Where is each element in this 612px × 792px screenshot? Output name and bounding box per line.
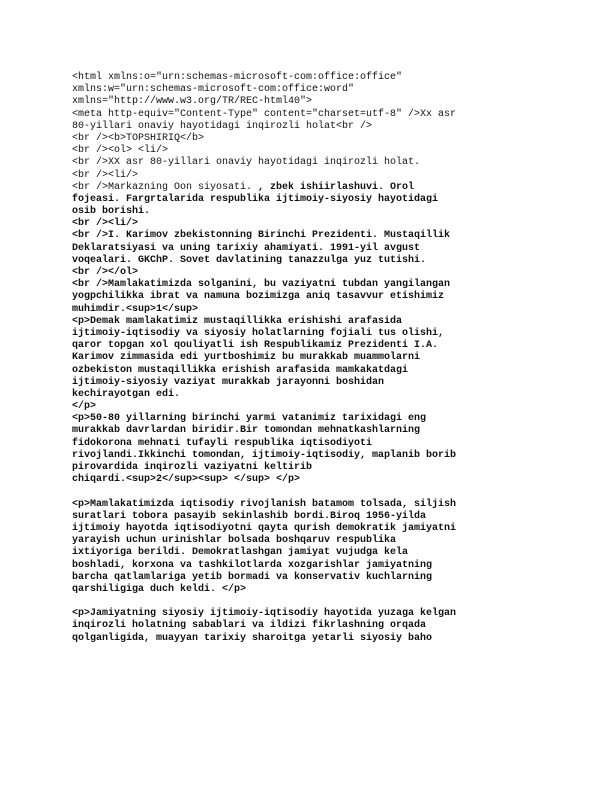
text-line: </p>: [72, 401, 97, 413]
text-line: ijtimoiy-siyosiy vaziyat murakkab jarayonni boshidan: [72, 376, 385, 388]
text-line: ijtimoiy-iqtisodiy va siyosiy holatlarning fojiali tus olishi,: [72, 327, 445, 339]
text-line: <br />I. Karimov zbekistonning Birinchi Prezidenti. Mustaqillik: [72, 230, 451, 242]
text-line: <p>Mamlakatimizda iqtisodiy rivojlanish batamom tolsada, siljish: [72, 498, 457, 510]
document-body: [72, 72, 542, 645]
text-line: <br /><b>TOPSHIRIQ</b>: [72, 132, 205, 144]
text-line: rivojlandi.Ikkinchi tomondan, ijtimoiy-iqtisodiy, maplanib borib: [72, 449, 457, 461]
text-line: <br />XX asr 80-yillari onaviy hayotidagi inqirozli holat.: [72, 157, 421, 169]
text-line: osib borishi.: [72, 206, 151, 218]
text-line: muhimdir.<sup>1</sup>: [72, 303, 199, 315]
text-line: ixtiyoriga berildi. Demokratlashgan jamiyat vujudga kela: [72, 547, 409, 559]
text-line: xmlns="http://www.w3.org/TR/REC-html40">: [72, 96, 313, 108]
text-line: <html xmlns:o="urn:schemas-microsoft-com:office:office": [72, 72, 403, 83]
text-line: qolganligida, muayyan tarixiy sharoitga yetarli siyosiy baho: [72, 632, 433, 644]
text-line: suratlari tobora pasayib sekinlashib bordi.Biroq 1956-yilda: [72, 510, 427, 522]
text-line: <br />Mamlakatimizda solganini, bu vaziyatni tubdan yangilangan: [72, 279, 451, 291]
text-line: pirovardida inqirozli vaziyatni keltirib: [72, 462, 313, 473]
text-line: fidokorona mehnati tufayli respublika iqtisodiyoti: [72, 437, 373, 449]
text-line: voqealari. GKChP. Sovet davlatining tanazzulga yuz tutishi.: [72, 254, 427, 266]
text-line: yogpchilikka ibrat va namuna bozimizga aniq tasavvur etishimiz: [72, 291, 445, 303]
text-line: Deklaratsiyasi va uning tarixiy ahamiyati. 1991-yil avgust: [72, 242, 421, 254]
text-line: <br /><ol> <li/>: [72, 145, 169, 157]
text-line-bold: , zbek ishiirlashuvi. Orol: [258, 181, 415, 193]
text-line: [72, 182, 542, 194]
text-line: inqirozli holatning sabablari va ildizi fikrlashning orqada: [72, 620, 427, 632]
text-line: xmlns:w="urn:schemas-microsoft-com:office:word": [72, 84, 355, 96]
text-line: <p>Jamiyatning siyosiy ijtimoiy-iqtisodiy hayotida yuzaga kelgan: [72, 608, 457, 620]
text-line: barcha qatlamlariga yetib bormadi va konservativ kuchlarning: [72, 571, 433, 583]
text-line: <br /><li/>: [72, 169, 139, 181]
text-line: murakkab davrlardan biridir.Bir tomondan mehnatkashlarning: [72, 425, 421, 437]
text-line: kechirayotgan edi.: [72, 388, 181, 400]
text-line: <br /></ol>: [72, 267, 139, 278]
text-line: <meta http-equiv="Content-Type" content="charset=utf-8" />Xx asr: [72, 108, 457, 120]
text-line: yarayish uchun urinishlar bolsada boshqaruv respublika: [72, 535, 397, 547]
text-line: <p>Demak mamlakatimiz mustaqillikka erishishi arafasida: [72, 315, 403, 327]
text-line: Karimov zimmasida edi yurtboshimiz bu murakkab muammolarni: [72, 352, 421, 364]
text-line: ozbekiston mustaqillikka erishish arafasida mamkakatdagi: [72, 364, 409, 376]
text-line: 80-yillari onaviy hayotidagi inqirozli holat<br />: [72, 120, 373, 132]
text-line: chiqardi.<sup>2</sup><sup> </sup> </p>: [72, 474, 301, 486]
text-line: qarshiligiga duch keldi. </p>: [72, 583, 247, 595]
text-line: boshladi, korxona va tashkilotlarda xozgarishlar jamiyatning: [72, 559, 433, 571]
text-line: fojeasi. Fargrtalarida respublika ijtimoiy-siyosiy hayotidagi: [72, 193, 439, 205]
text-line: qaror topgan xol qouliyatli ish Respublikamiz Prezidenti I.A.: [72, 340, 439, 352]
text-line: <p>50-80 yillarning birinchi yarmi vatanimiz tarixidagi eng: [72, 413, 427, 425]
text-line: <br /><li/>: [72, 218, 139, 230]
text-line: ijtimoiy hayotda iqtisodiyotni qayta qurish demokratik jamiyatni: [72, 522, 457, 534]
text-line-plain: <br />Markazning Oon siyosati.: [72, 181, 259, 193]
